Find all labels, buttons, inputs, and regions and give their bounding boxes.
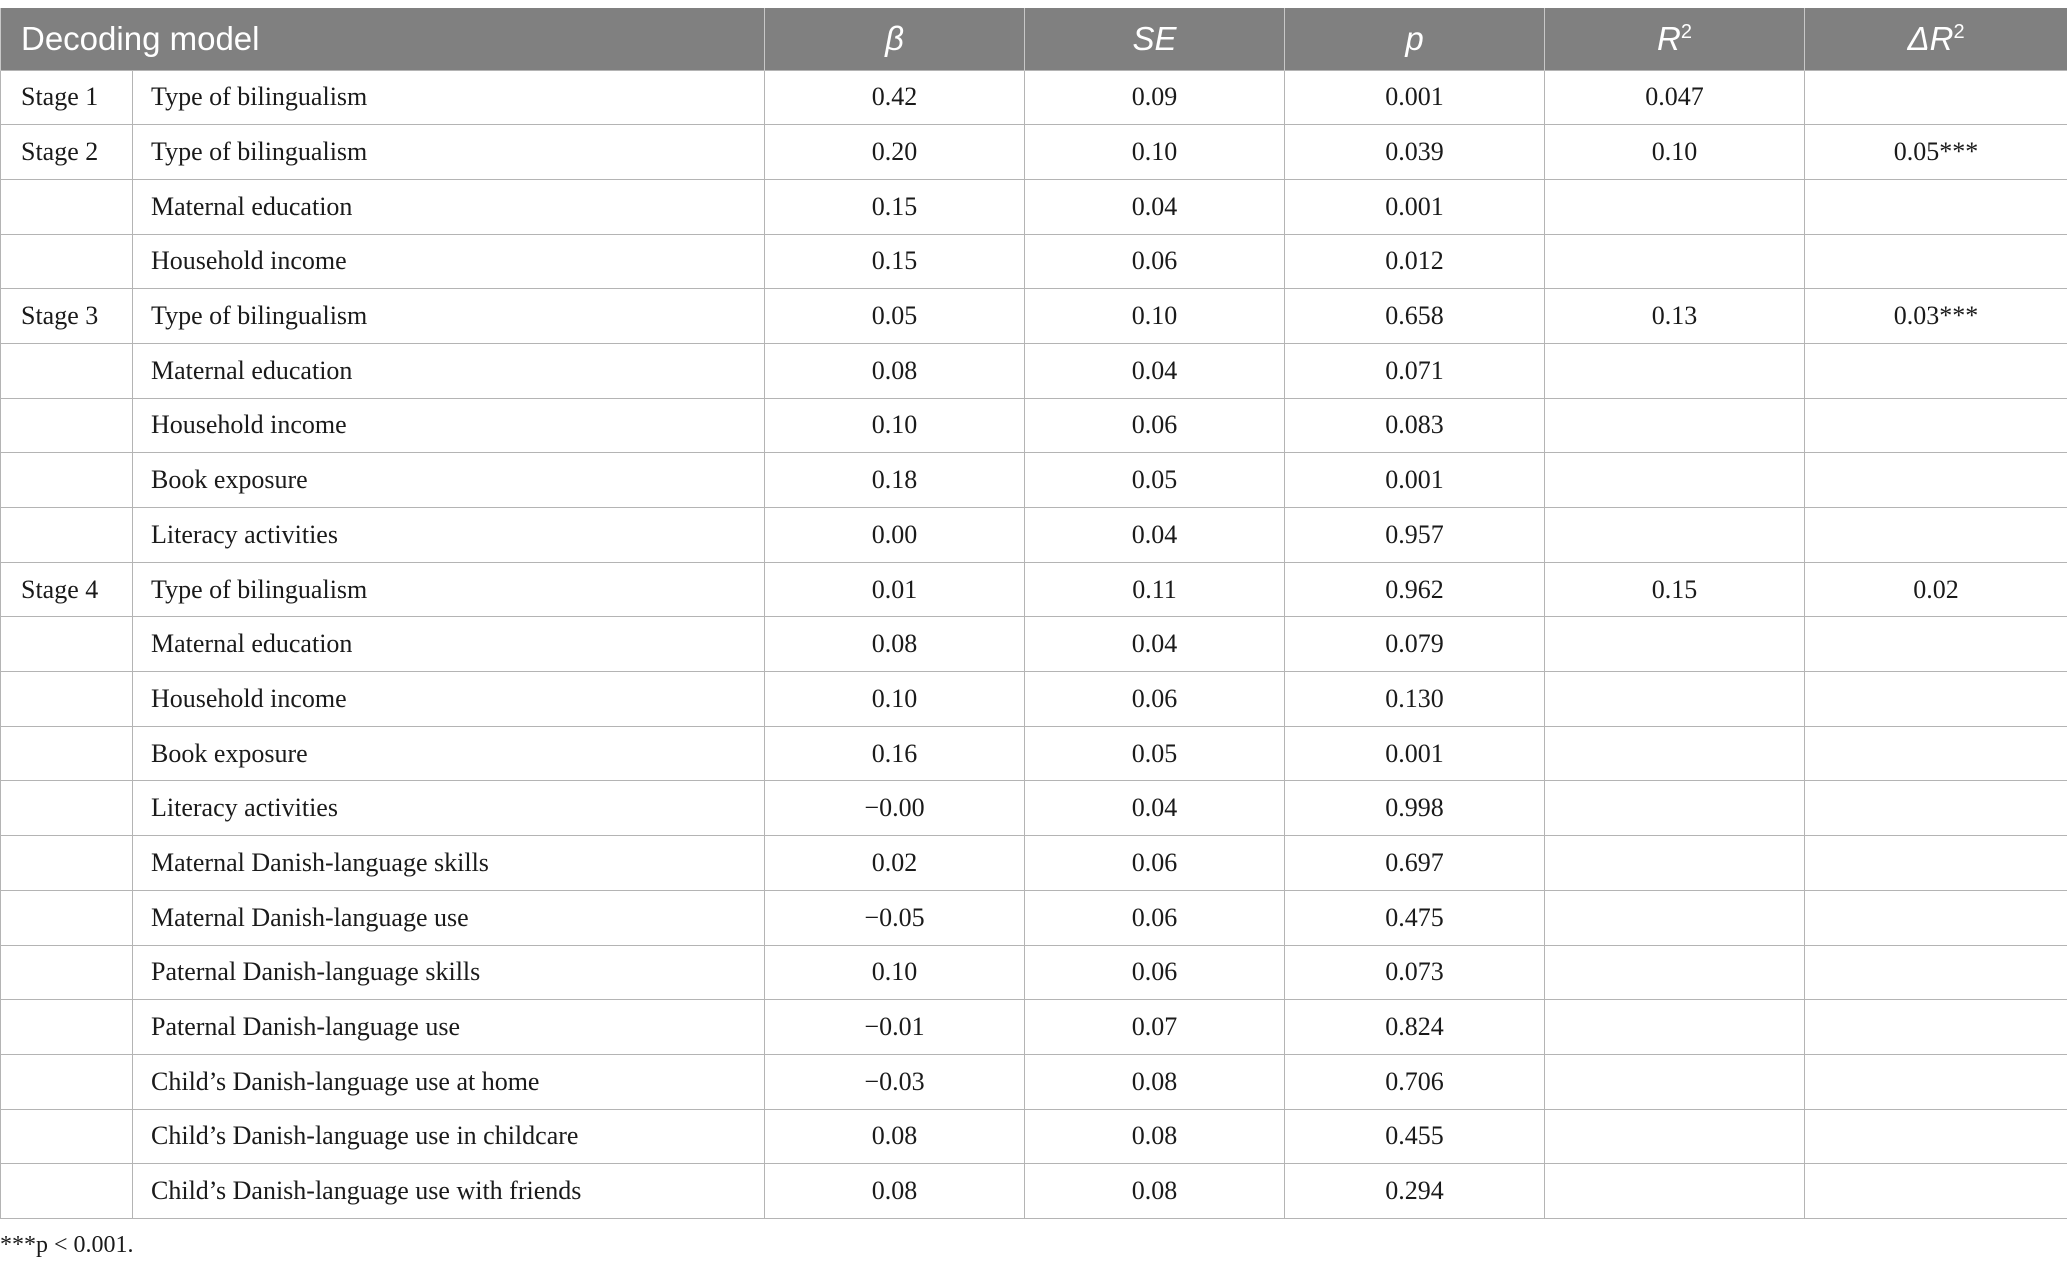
variable-cell: Type of bilingualism	[133, 289, 765, 344]
stage-cell: Stage 4	[1, 562, 133, 617]
r2-cell: 0.10	[1545, 125, 1805, 180]
se-cell: 0.05	[1025, 453, 1285, 508]
table-row	[1, 125, 2067, 180]
beta-cell: −0.01	[765, 1000, 1025, 1055]
delta-r2-cell	[1805, 343, 2067, 398]
se-cell: 0.06	[1025, 672, 1285, 727]
delta-r2-cell	[1805, 672, 2067, 727]
r2-cell	[1545, 836, 1805, 891]
header-r2-base: R	[1657, 19, 1681, 57]
se-cell: 0.10	[1025, 125, 1285, 180]
se-cell: 0.06	[1025, 234, 1285, 289]
se-cell: 0.08	[1025, 1054, 1285, 1109]
table-row	[1, 836, 2067, 891]
beta-cell: 0.10	[765, 945, 1025, 1000]
beta-cell: 0.08	[765, 1164, 1025, 1219]
beta-cell: −0.00	[765, 781, 1025, 836]
table-body	[1, 70, 2067, 1218]
table-row	[1, 508, 2067, 563]
stage-cell	[1, 945, 133, 1000]
header-r2	[1545, 8, 1805, 70]
p-value-cell: 0.697	[1285, 836, 1545, 891]
se-cell: 0.06	[1025, 890, 1285, 945]
r2-cell: 0.047	[1545, 70, 1805, 125]
variable-cell: Maternal education	[133, 617, 765, 672]
variable-cell: Child’s Danish-language use in childcare	[133, 1109, 765, 1164]
stage-cell	[1, 672, 133, 727]
stage-cell	[1, 343, 133, 398]
delta-r2-cell	[1805, 1164, 2067, 1219]
p-value-cell: 0.130	[1285, 672, 1545, 727]
beta-cell: 0.15	[765, 234, 1025, 289]
table-header	[1, 8, 2067, 70]
table-row	[1, 1164, 2067, 1219]
stage-cell: Stage 1	[1, 70, 133, 125]
se-cell: 0.08	[1025, 1109, 1285, 1164]
r2-cell	[1545, 1054, 1805, 1109]
r2-cell	[1545, 1109, 1805, 1164]
r2-cell	[1545, 945, 1805, 1000]
p-value-cell: 0.001	[1285, 70, 1545, 125]
table-row	[1, 781, 2067, 836]
table-row	[1, 1054, 2067, 1109]
delta-r2-cell	[1805, 1000, 2067, 1055]
header-delta-r2-sup: 2	[1953, 20, 1965, 43]
variable-cell: Type of bilingualism	[133, 562, 765, 617]
p-value-cell: 0.957	[1285, 508, 1545, 563]
table-row	[1, 1000, 2067, 1055]
delta-r2-cell: 0.02	[1805, 562, 2067, 617]
stage-cell	[1, 1054, 133, 1109]
p-value-cell: 0.001	[1285, 726, 1545, 781]
table-row	[1, 617, 2067, 672]
delta-r2-cell	[1805, 234, 2067, 289]
stage-cell	[1, 781, 133, 836]
beta-cell: 0.08	[765, 617, 1025, 672]
r2-cell	[1545, 890, 1805, 945]
variable-cell: Maternal education	[133, 179, 765, 234]
se-cell: 0.04	[1025, 508, 1285, 563]
p-value-cell: 0.706	[1285, 1054, 1545, 1109]
beta-cell: 0.10	[765, 398, 1025, 453]
delta-r2-cell	[1805, 1054, 2067, 1109]
p-value-cell: 0.475	[1285, 890, 1545, 945]
p-value-cell: 0.962	[1285, 562, 1545, 617]
variable-cell: Maternal Danish-language skills	[133, 836, 765, 891]
se-cell: 0.06	[1025, 398, 1285, 453]
r2-cell	[1545, 781, 1805, 836]
header-se: SE	[1025, 8, 1285, 70]
p-value-cell: 0.079	[1285, 617, 1545, 672]
variable-cell: Child’s Danish-language use with friends	[133, 1164, 765, 1219]
variable-cell: Household income	[133, 398, 765, 453]
variable-cell: Maternal education	[133, 343, 765, 398]
beta-cell: 0.08	[765, 343, 1025, 398]
header-beta: β	[765, 8, 1025, 70]
p-value-cell: 0.658	[1285, 289, 1545, 344]
variable-cell: Literacy activities	[133, 508, 765, 563]
stage-cell	[1, 234, 133, 289]
r2-cell	[1545, 1000, 1805, 1055]
se-cell: 0.06	[1025, 945, 1285, 1000]
r2-cell: 0.15	[1545, 562, 1805, 617]
delta-r2-cell	[1805, 70, 2067, 125]
table-row	[1, 890, 2067, 945]
beta-cell: 0.42	[765, 70, 1025, 125]
beta-cell: 0.15	[765, 179, 1025, 234]
table-row	[1, 672, 2067, 727]
table-row	[1, 179, 2067, 234]
delta-r2-cell	[1805, 398, 2067, 453]
se-cell: 0.04	[1025, 343, 1285, 398]
delta-r2-cell	[1805, 945, 2067, 1000]
p-value-cell: 0.071	[1285, 343, 1545, 398]
r2-cell	[1545, 617, 1805, 672]
header-row	[1, 8, 2067, 70]
delta-r2-cell	[1805, 781, 2067, 836]
stage-cell	[1, 1164, 133, 1219]
stage-cell	[1, 453, 133, 508]
table-row	[1, 945, 2067, 1000]
header-r2-sup: 2	[1680, 20, 1692, 43]
delta-r2-cell	[1805, 508, 2067, 563]
beta-cell: 0.02	[765, 836, 1025, 891]
se-cell: 0.08	[1025, 1164, 1285, 1219]
se-cell: 0.04	[1025, 617, 1285, 672]
stage-cell	[1, 398, 133, 453]
delta-r2-cell	[1805, 179, 2067, 234]
delta-r2-cell: 0.05***	[1805, 125, 2067, 180]
p-value-cell: 0.083	[1285, 398, 1545, 453]
table-row	[1, 453, 2067, 508]
r2-cell	[1545, 453, 1805, 508]
se-cell: 0.11	[1025, 562, 1285, 617]
header-delta-r2	[1805, 8, 2067, 70]
delta-r2-cell	[1805, 453, 2067, 508]
table-row	[1, 398, 2067, 453]
delta-r2-cell	[1805, 617, 2067, 672]
variable-cell: Type of bilingualism	[133, 70, 765, 125]
beta-cell: 0.01	[765, 562, 1025, 617]
variable-cell: Literacy activities	[133, 781, 765, 836]
r2-cell	[1545, 179, 1805, 234]
p-value-cell: 0.998	[1285, 781, 1545, 836]
r2-cell	[1545, 234, 1805, 289]
stage-cell	[1, 617, 133, 672]
p-value-cell: 0.073	[1285, 945, 1545, 1000]
variable-cell: Book exposure	[133, 726, 765, 781]
r2-cell	[1545, 343, 1805, 398]
delta-r2-cell	[1805, 726, 2067, 781]
se-cell: 0.05	[1025, 726, 1285, 781]
r2-cell	[1545, 1164, 1805, 1219]
table-row	[1, 1109, 2067, 1164]
variable-cell: Maternal Danish-language use	[133, 890, 765, 945]
stage-cell	[1, 179, 133, 234]
variable-cell: Child’s Danish-language use at home	[133, 1054, 765, 1109]
se-cell: 0.10	[1025, 289, 1285, 344]
header-decoding-model: Decoding model	[1, 8, 765, 70]
delta-r2-cell	[1805, 890, 2067, 945]
stage-cell	[1, 1000, 133, 1055]
r2-cell	[1545, 726, 1805, 781]
table-row	[1, 726, 2067, 781]
beta-cell: −0.03	[765, 1054, 1025, 1109]
se-cell: 0.07	[1025, 1000, 1285, 1055]
regression-table	[0, 8, 2067, 1219]
delta-r2-cell	[1805, 1109, 2067, 1164]
footnote: ***p < 0.001.	[0, 1232, 134, 1258]
beta-cell: 0.00	[765, 508, 1025, 563]
beta-cell: −0.05	[765, 890, 1025, 945]
p-value-cell: 0.294	[1285, 1164, 1545, 1219]
stage-cell: Stage 2	[1, 125, 133, 180]
se-cell: 0.06	[1025, 836, 1285, 891]
p-value-cell: 0.455	[1285, 1109, 1545, 1164]
beta-cell: 0.08	[765, 1109, 1025, 1164]
delta-r2-cell	[1805, 836, 2067, 891]
stage-cell	[1, 890, 133, 945]
table-row	[1, 343, 2067, 398]
stage-cell	[1, 508, 133, 563]
se-cell: 0.04	[1025, 179, 1285, 234]
beta-cell: 0.10	[765, 672, 1025, 727]
se-cell: 0.04	[1025, 781, 1285, 836]
variable-cell: Household income	[133, 672, 765, 727]
r2-cell: 0.13	[1545, 289, 1805, 344]
p-value-cell: 0.039	[1285, 125, 1545, 180]
delta-r2-cell: 0.03***	[1805, 289, 2067, 344]
beta-cell: 0.05	[765, 289, 1025, 344]
header-p: p	[1285, 8, 1545, 70]
stage-cell	[1, 836, 133, 891]
variable-cell: Paternal Danish-language use	[133, 1000, 765, 1055]
p-value-cell: 0.824	[1285, 1000, 1545, 1055]
stage-cell: Stage 3	[1, 289, 133, 344]
table-row	[1, 289, 2067, 344]
p-value-cell: 0.001	[1285, 179, 1545, 234]
variable-cell: Book exposure	[133, 453, 765, 508]
variable-cell: Paternal Danish-language skills	[133, 945, 765, 1000]
r2-cell	[1545, 398, 1805, 453]
header-delta-r2-base: ΔR	[1907, 19, 1954, 57]
se-cell: 0.09	[1025, 70, 1285, 125]
r2-cell	[1545, 672, 1805, 727]
p-value-cell: 0.012	[1285, 234, 1545, 289]
table-row	[1, 562, 2067, 617]
beta-cell: 0.18	[765, 453, 1025, 508]
beta-cell: 0.20	[765, 125, 1025, 180]
beta-cell: 0.16	[765, 726, 1025, 781]
stage-cell	[1, 726, 133, 781]
r2-cell	[1545, 508, 1805, 563]
p-value-cell: 0.001	[1285, 453, 1545, 508]
table-row	[1, 70, 2067, 125]
variable-cell: Household income	[133, 234, 765, 289]
variable-cell: Type of bilingualism	[133, 125, 765, 180]
table-row	[1, 234, 2067, 289]
stage-cell	[1, 1109, 133, 1164]
